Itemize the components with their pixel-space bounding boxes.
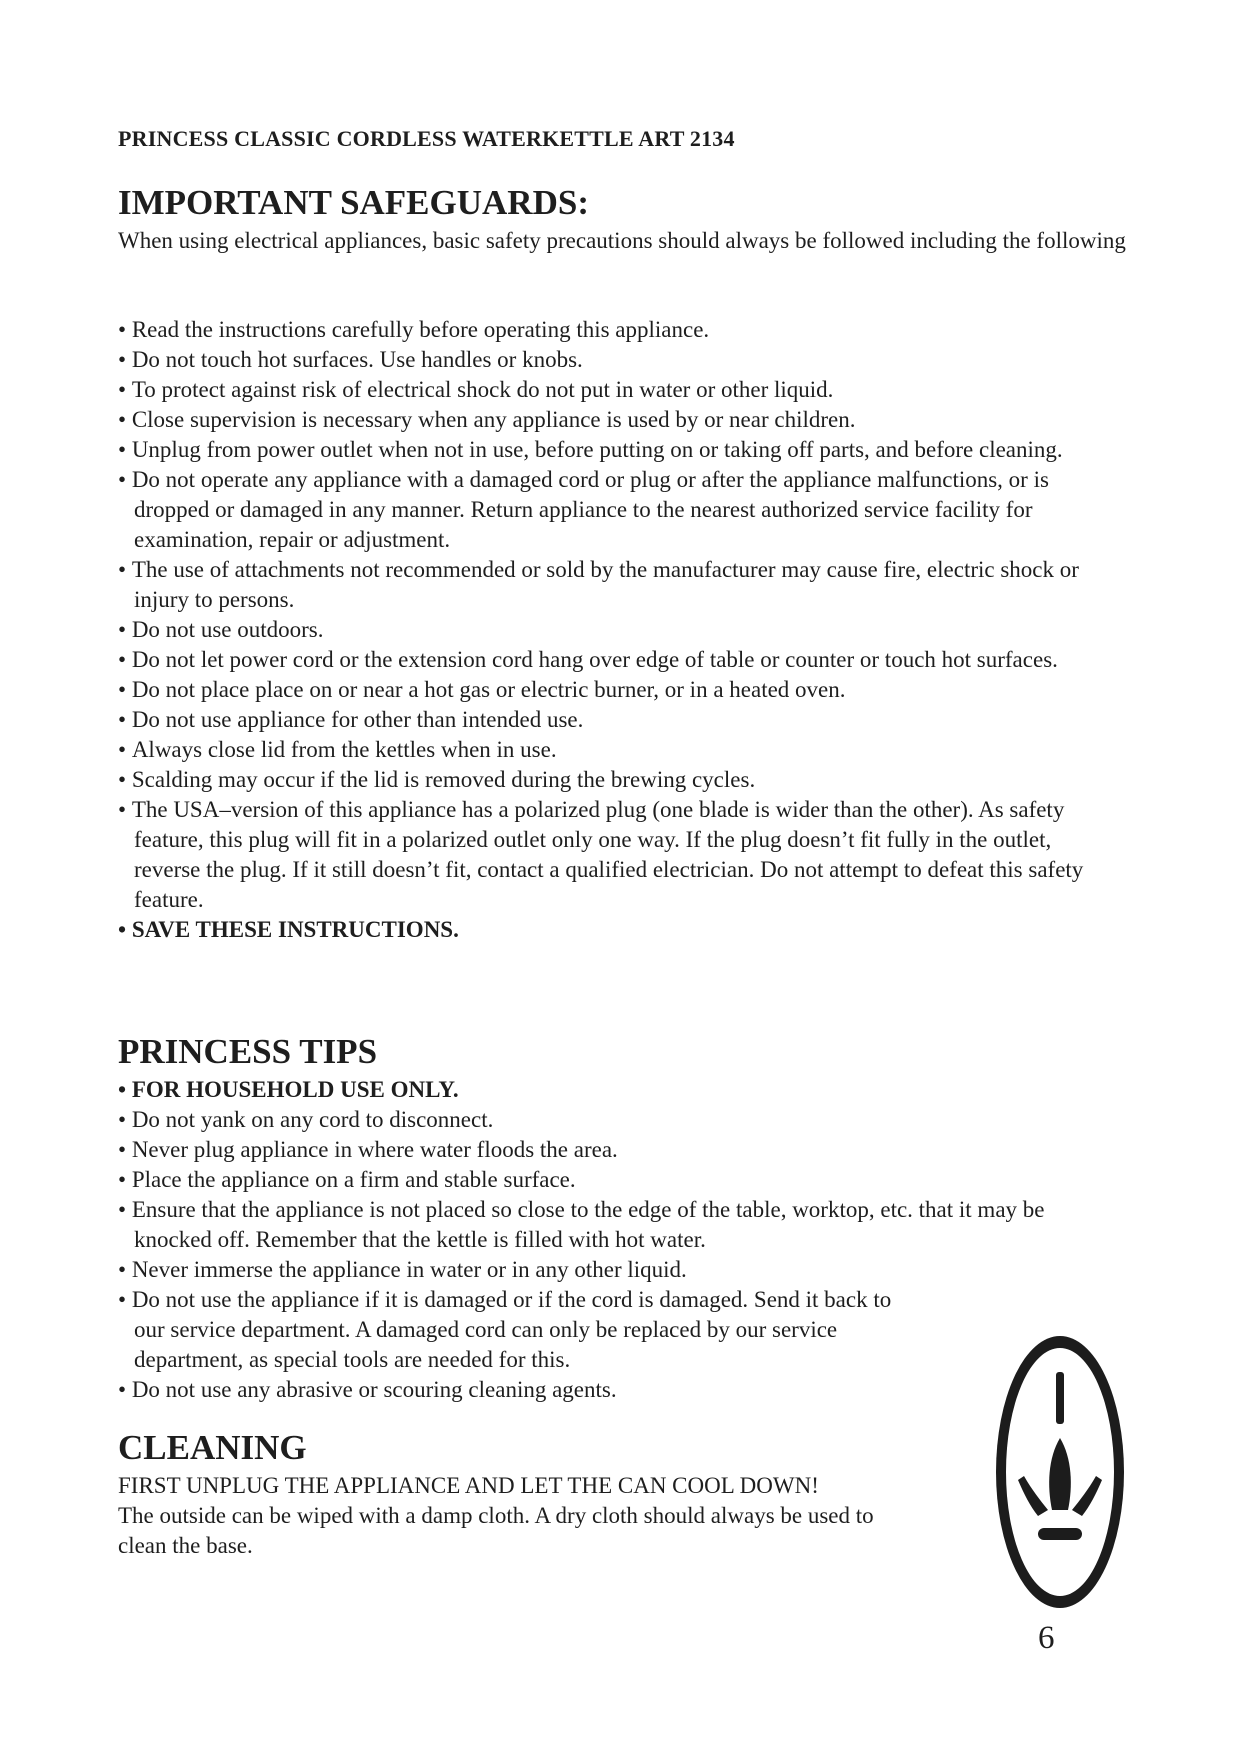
safeguards-heading: IMPORTANT SAFEGUARDS: (118, 183, 589, 222)
tips-list (118, 1075, 1123, 1405)
cleaning-heading: CLEANING (118, 1428, 307, 1467)
list-item: • The use of attachments not recommended or sold by the manufacturer may cause fire, electric shock or injury to persons. (118, 555, 1123, 615)
princess-crown-logo-icon (990, 1330, 1130, 1614)
cleaning-instructions (118, 1501, 1128, 1561)
list-item: • Place the appliance on a firm and stable surface. (118, 1165, 1123, 1195)
list-item: • The USA–version of this appliance has a polarized plug (one blade is wider than the other). As safety feature, this plug will fit in a polarized outlet only one way. If the plug doesn’t fit fully in the outlet, reverse the plug. If it still doesn’t fit, contact a qualified electrician. Do not attempt to defeat this safety feature. (118, 795, 1123, 915)
list-item: • Do not use outdoors. (118, 615, 1123, 645)
cleaning-warning: FIRST UNPLUG THE APPLIANCE AND LET THE CAN COOL DOWN! (118, 1473, 819, 1498)
save-instructions: • SAVE THESE INSTRUCTIONS. (118, 915, 1123, 945)
list-item: • Read the instructions carefully before operating this appliance. (118, 315, 1123, 345)
cleaning-line-2: clean the base. (118, 1533, 253, 1558)
list-item (118, 1285, 1123, 1375)
list-item: • Do not use any abrasive or scouring cleaning agents. (118, 1375, 1123, 1405)
damaged-line-3: department, as special tools are needed for this. (134, 1347, 571, 1372)
damaged-line-2: our service department. A damaged cord can only be replaced by our service (134, 1317, 838, 1342)
safeguards-list (118, 315, 1123, 945)
list-item: • Do not touch hot surfaces. Use handles or knobs. (118, 345, 1123, 375)
list-item: • To protect against risk of electrical shock do not put in water or other liquid. (118, 375, 1123, 405)
list-item: • Do not let power cord or the extension cord hang over edge of table or counter or touch hot surfaces. (118, 645, 1123, 675)
household-notice: • FOR HOUSEHOLD USE ONLY. (118, 1075, 1123, 1105)
list-item: • Do not place place on or near a hot gas or electric burner, or in a heated oven. (118, 675, 1123, 705)
safeguards-intro: When using electrical appliances, basic safety precautions should always be followed including the following (118, 228, 1126, 253)
page-number: 6 (1038, 1620, 1055, 1656)
list-item: • Never immerse the appliance in water or in any other liquid. (118, 1255, 1123, 1285)
list-item: • Do not yank on any cord to disconnect. (118, 1105, 1123, 1135)
list-item: • Do not operate any appliance with a damaged cord or plug or after the appliance malfunctions, or is dropped or damaged in any manner. Return appliance to the nearest authorized service facility for examination, repair or adjustment. (118, 465, 1123, 555)
tips-heading: PRINCESS TIPS (118, 1032, 378, 1071)
list-item: • Scalding may occur if the lid is removed during the brewing cycles. (118, 765, 1123, 795)
list-item: • Never plug appliance in where water floods the area. (118, 1135, 1123, 1165)
list-item: • Always close lid from the kettles when in use. (118, 735, 1123, 765)
list-item: • Ensure that the appliance is not placed so close to the edge of the table, worktop, etc. that it may be knocked off. Remember that the kettle is filled with hot water. (118, 1195, 1123, 1255)
list-item: • Unplug from power outlet when not in use, before putting on or taking off parts, and before cleaning. (118, 435, 1123, 465)
list-item: • Close supervision is necessary when any appliance is used by or near children. (118, 405, 1123, 435)
document-title: PRINCESS CLASSIC CORDLESS WATERKETTLE ART 2134 (118, 126, 735, 151)
damaged-line-1: Do not use the appliance if it is damaged or if the cord is damaged. Send it back to (131, 1287, 892, 1312)
cleaning-line-1: The outside can be wiped with a damp cloth. A dry cloth should always be used to (118, 1503, 874, 1528)
list-item: • Do not use appliance for other than intended use. (118, 705, 1123, 735)
